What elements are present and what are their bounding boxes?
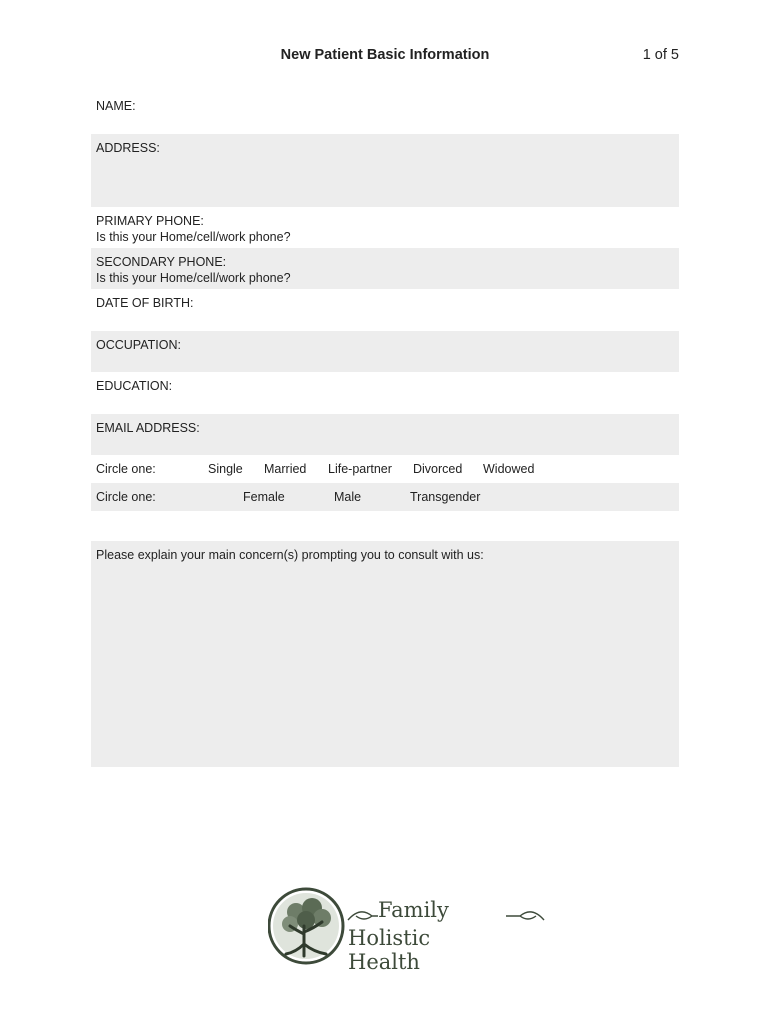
- family-holistic-health-logo: [268, 886, 508, 974]
- occupation-label: OCCUPATION:: [96, 338, 181, 352]
- address-label: ADDRESS:: [96, 141, 160, 155]
- marital-option-widowed[interactable]: Widowed: [483, 462, 535, 476]
- secondary-phone-note: Is this your Home/cell/work phone?: [96, 271, 291, 285]
- name-label: NAME:: [96, 99, 136, 113]
- gender-option-female[interactable]: Female: [243, 490, 285, 504]
- marital-label: Circle one:: [96, 462, 156, 476]
- concern-textarea[interactable]: [91, 541, 679, 767]
- secondary-phone-field[interactable]: [91, 248, 679, 289]
- logo-line-2: Holistic Health: [348, 926, 431, 974]
- gender-label: Circle one:: [96, 490, 156, 504]
- primary-phone-field[interactable]: [91, 207, 679, 248]
- logo-line-1: Family: [378, 898, 449, 922]
- marital-option-married[interactable]: Married: [264, 462, 307, 476]
- marital-option-life-partner[interactable]: Life-partner: [328, 462, 392, 476]
- email-label: EMAIL ADDRESS:: [96, 421, 200, 435]
- dob-field[interactable]: [91, 289, 679, 331]
- marital-option-single[interactable]: Single: [208, 462, 243, 476]
- page-title: New Patient Basic Information: [280, 47, 490, 63]
- education-field[interactable]: [91, 372, 679, 414]
- tree-of-life-icon: [268, 886, 348, 966]
- gender-option-transgender[interactable]: Transgender: [410, 490, 481, 504]
- email-field[interactable]: [91, 414, 679, 455]
- primary-phone-label: PRIMARY PHONE:: [96, 214, 204, 228]
- gender-row: [91, 483, 679, 511]
- dob-label: DATE OF BIRTH:: [96, 296, 194, 310]
- address-field[interactable]: [91, 134, 679, 207]
- marital-option-divorced[interactable]: Divorced: [413, 462, 463, 476]
- primary-phone-note: Is this your Home/cell/work phone?: [96, 230, 291, 244]
- education-label: EDUCATION:: [96, 379, 173, 393]
- gender-option-male[interactable]: Male: [334, 490, 362, 504]
- secondary-phone-label: SECONDARY PHONE:: [96, 255, 227, 269]
- page-number: 1 of 5: [642, 47, 679, 63]
- name-field[interactable]: [91, 92, 679, 134]
- marital-status-row: [91, 455, 679, 483]
- concern-label: Please explain your main concern(s) prompting you to consult with us:: [96, 548, 484, 562]
- occupation-field[interactable]: [91, 331, 679, 372]
